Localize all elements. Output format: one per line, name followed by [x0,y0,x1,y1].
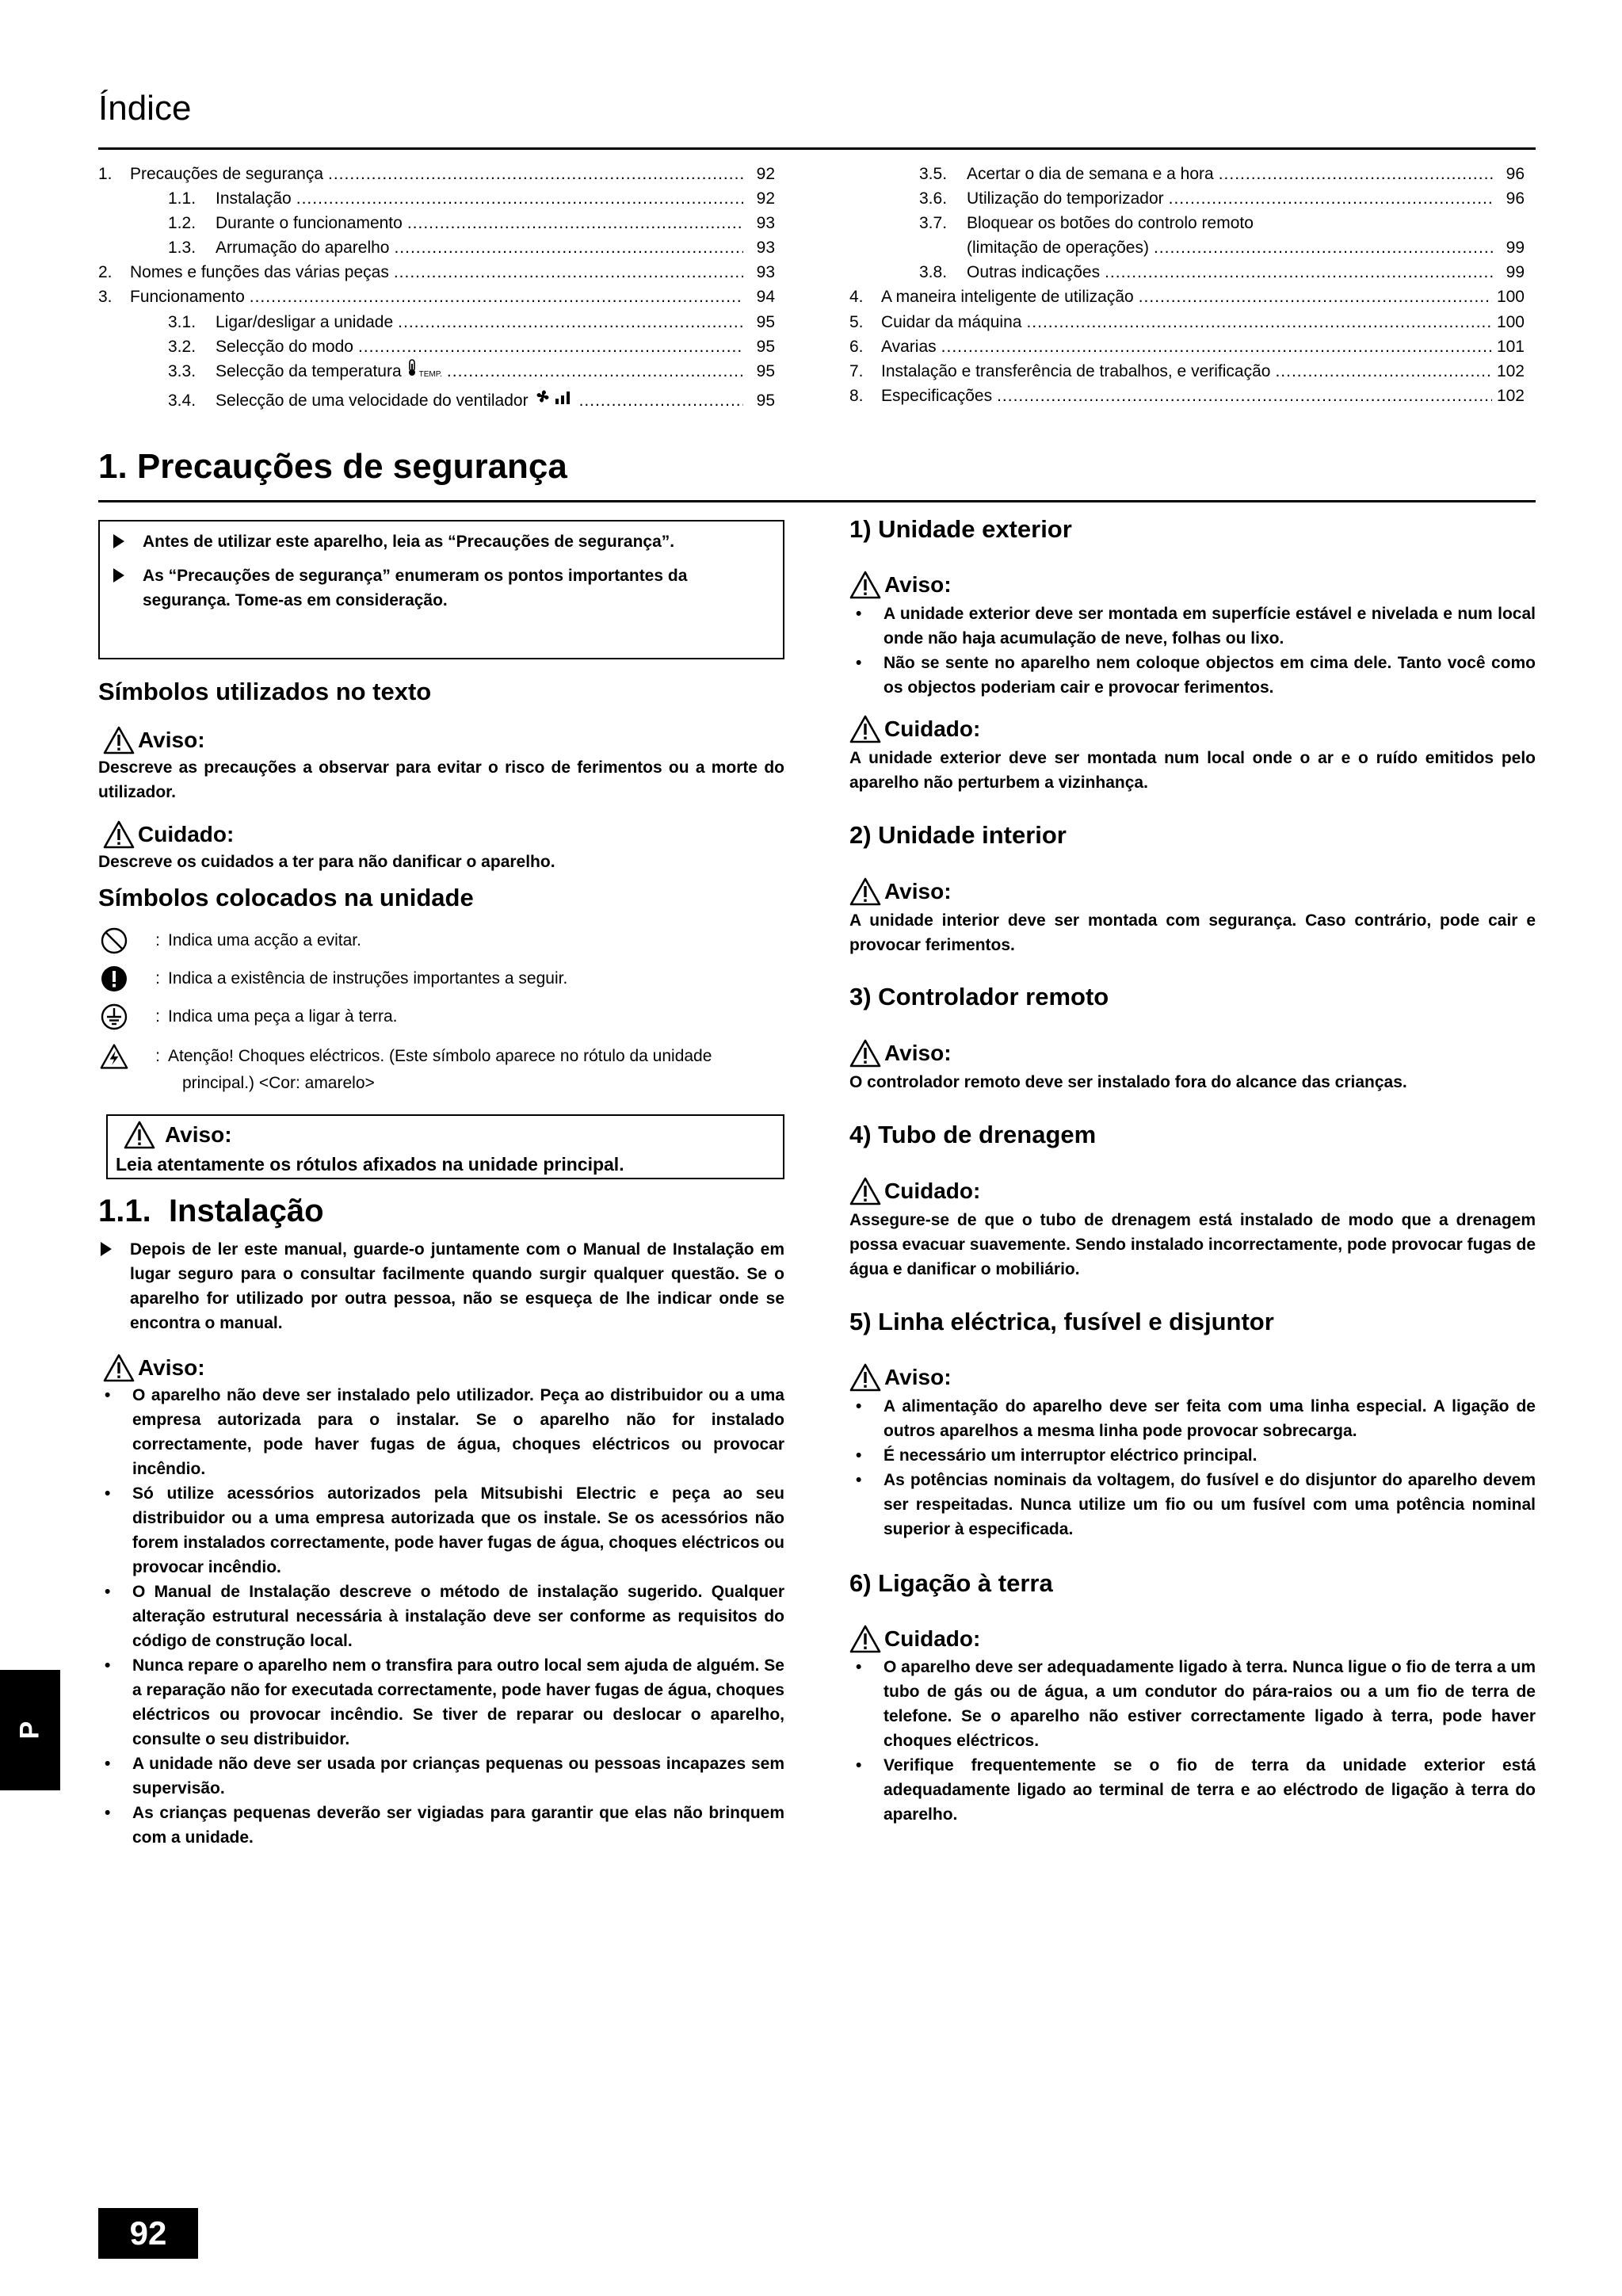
toc-right-column [849,162,1525,408]
toc-left-column [98,162,775,413]
toc-leader [328,162,743,186]
toc-entry-number: 3.7. [919,214,948,233]
toc-leader [358,334,743,359]
toc-entry-number: 2. [98,263,113,282]
aviso-heading [849,877,952,906]
toc-entry[interactable] [849,211,1525,235]
toc-leader [398,310,743,334]
toc-leader [394,235,743,260]
aviso-label: Aviso: [138,728,205,752]
unidade-exterior-cuidado-text: A unidade exterior deve ser montada num local onde o ar e o ruído emitidos pelo aparelho não perturbem a vizinhança. [849,749,1536,792]
toc-entry-number: 3.1. [168,312,197,331]
unidade-exterior-aviso-list [849,602,1536,700]
unit-symbol-row: : Indica uma peça a ligar à terra. [98,1003,398,1030]
fan-speed-icon [535,387,574,413]
bullet-item: • A alimentação do aparelho deve ser feita com uma linha especial. A ligação de outros aparelhos a mesma linha pode provocar sobrecarga. [849,1394,1536,1443]
toc-entry-page: 96 [1506,189,1525,208]
play-bullet-icon [111,533,127,549]
toc-leader [1219,162,1493,186]
warning-icon [103,820,135,849]
aviso-box-text: Leia atentamente os rótulos afixados na unidade principal. [116,1154,624,1175]
unit-symbol-text: Indica a existência de instruções importantes a seguir. [168,969,568,988]
play-bullet-icon [98,1241,114,1257]
installation-intro [98,1237,784,1335]
cuidado-heading [103,820,234,849]
symbols-text-heading: Símbolos utilizados no texto [98,678,432,705]
toc-entry[interactable] [98,162,775,186]
aviso-heading [849,571,952,599]
warning-icon [849,1363,881,1392]
controlador-remoto-aviso-text: O controlador remoto deve ser instalado fora do alcance das crianças. [849,1073,1407,1091]
unidade-interior-title: 2) Unidade interior [849,821,1067,849]
toc-entry-number: 6. [849,337,864,356]
toc-leader [296,186,743,211]
unit-symbol-text: Indica uma acção a evitar. [168,931,361,949]
unit-symbol-row: : Indica uma acção a evitar. [98,927,361,954]
toc-entry-page: 95 [756,361,775,380]
bullet-item: • Nunca repare o aparelho nem o transfira para outro local sem ajuda de alguém. Se a reparação não for executada correctamente, pode haver fugas de água, choques eléctricos ou provocar incêndio. Se tiver de reparar ou deslocar o aparelho, consulte o seu distribuidor. [98,1653,784,1752]
toc-entry-label: Selecção do modo [216,337,353,356]
bullet-item: • É necessário um interruptor eléctrico principal. [849,1443,1536,1468]
cuidado-heading [849,715,980,743]
toc-entry-label: Acertar o dia de semana e a hora [967,165,1214,183]
prohibited-icon [101,927,128,954]
aviso-label: Aviso: [884,1365,952,1389]
warning-icon [849,877,881,906]
language-tab [0,1670,60,1790]
linha-electrica-title: 5) Linha eléctrica, fusível e disjuntor [849,1308,1274,1335]
toc-entry[interactable] [98,334,775,359]
cuidado-heading [849,1625,980,1653]
bullet-item: • Verifique frequentemente se o fio de terra da unidade exterior está adequadamente ligado ao terminal de terra e ao eléctrodo de ligação à terra do aparelho. [849,1753,1536,1827]
toc-entry-page: 93 [756,214,775,233]
controlador-remoto-title: 3) Controlador remoto [849,983,1109,1010]
toc-leader [1105,260,1493,285]
toc-leader [941,334,1492,359]
toc-entry[interactable] [98,235,775,260]
toc-entry-label: Funcionamento [130,288,245,307]
toc-entry-number: 3.3. [168,361,197,380]
bullet-item: • O Manual de Instalação descreve o método de instalação sugerido. Qualquer alteração estrutural necessária à instalação deve ser conforme as requisitos do código de construção local. [98,1580,784,1653]
toc-entry-label: Bloquear os botões do controlo remoto [967,214,1254,233]
toc-entry[interactable] [849,310,1525,334]
toc-entry-number: 3.5. [919,165,948,183]
warning-icon [849,1039,881,1068]
toc-entry-page: 93 [756,263,775,282]
linha-electrica-aviso-list [849,1394,1536,1541]
ligacao-terra-cuidado-list [849,1655,1536,1827]
toc-entry-page: 96 [1506,165,1525,183]
aviso-heading [849,1039,952,1068]
toc-leader [997,384,1492,408]
toc-entry-page: 100 [1496,288,1525,307]
toc-entry-number: 3. [98,288,113,307]
tubo-drenagem-cuidado-text: Assegure-se de que o tubo de drenagem está instalado de modo que a drenagem possa evacuar suavemente. Sendo instalado incorrectamente, pode provocar fugas de água e danificar o mobiliário. [849,1211,1536,1278]
toc-entry[interactable] [98,186,775,211]
unidade-interior-aviso-text: A unidade interior deve ser montada com segurança. Caso contrário, pode cair e provocar ferimentos. [849,911,1536,954]
unidade-exterior-title: 1) Unidade exterior [849,515,1072,543]
ground-icon [101,1003,128,1030]
toc-leader [407,211,743,235]
unit-symbol-text: Atenção! Choques eléctricos. (Este símbolo aparece no rótulo da unidade [168,1047,712,1065]
unit-symbol-row: : Atenção! Choques eléctricos. (Este símbolo aparece no rótulo da unidade principal.) <Cor: amarelo> [98,1043,712,1097]
aviso-heading [103,1354,205,1382]
section-rule [98,500,1536,502]
toc-entry-label: Selecção da temperatura [216,361,402,380]
warning-icon [103,1354,135,1382]
toc-entry-number: 1.3. [168,239,197,258]
toc-entry-label: Avarias [881,337,937,356]
aviso-description: Descreve as precauções a observar para evitar o risco de ferimentos ou a morte do utilizador. [98,758,784,801]
tubo-drenagem-title: 4) Tubo de drenagem [849,1121,1097,1148]
toc-entry-label: Arrumação do aparelho [216,239,390,258]
toc-entry-label: Cuidar da máquina [881,312,1022,331]
aviso-label: Aviso: [138,1355,205,1380]
toc-entry-label: Instalação [216,189,292,208]
temp-label: TEMP. [418,369,442,379]
toc-entry-number: 8. [849,386,864,405]
warning-icon [849,571,881,599]
toc-entry-page: 93 [756,239,775,258]
intro-item-text: Antes de utilizar este aparelho, leia as “Precauções de segurança”. [143,533,675,551]
toc-entry[interactable] [98,285,775,309]
toc-entry[interactable] [98,387,775,413]
toc-entry[interactable] [98,359,775,387]
electric-shock-icon [100,1043,128,1070]
toc-entry-number: 5. [849,312,864,331]
bullet-item: • O aparelho não deve ser instalado pelo utilizador. Peça ao distribuidor ou a uma empresa autorizada para o instalar. Se o aparelho não for instalado correctamente, pode haver fugas de água, choques eléctricos ou provocar incêndio. [98,1383,784,1481]
toc-entry-page: 92 [756,165,775,183]
toc-entry-label: Utilização do temporizador [967,189,1164,208]
aviso-label: Aviso: [884,879,952,904]
toc-entry-page: 95 [756,312,775,331]
section-title: 1. Precauções de segurança [98,447,567,486]
mandatory-icon [101,965,128,992]
toc-entry-page: 101 [1496,337,1525,356]
intro-item [108,563,767,613]
installation-aviso-list [98,1383,784,1850]
bullet-item: • A unidade exterior deve ser montada em superfície estável e nivelada e num local onde não haja acumulação de neve, folhas ou lixo. [849,602,1536,651]
toc-entry-number: 3.6. [919,189,948,208]
toc-entry[interactable] [849,334,1525,359]
toc-entry[interactable] [849,186,1525,211]
toc-entry[interactable] [849,260,1525,285]
toc-entry[interactable] [849,359,1525,384]
aviso-label: Aviso: [165,1122,232,1147]
installation-title: 1.1. Instalação [98,1194,324,1228]
cuidado-label: Cuidado: [138,822,235,846]
toc-entry[interactable] [98,211,775,235]
language-tab-label: P [14,1721,45,1740]
toc-entry-label: A maneira inteligente de utilização [881,288,1134,307]
toc-leader [1026,310,1492,334]
toc-entry-label: Nomes e funções das várias peças [130,263,389,282]
toc-entry-label: Precauções de segurança [130,165,323,183]
toc-leader [1139,285,1492,309]
aviso-label: Aviso: [884,572,952,597]
toc-entry-page: 102 [1496,386,1525,405]
intro-item-text: As “Precauções de segurança” enumeram os pontos importantes da segurança. Tome-as em consideração. [143,567,688,609]
toc-entry-page: 99 [1506,239,1525,258]
toc-leader [447,359,743,384]
installation-intro-text: Depois de ler este manual, guarde-o juntamente com o Manual de Instalação em lugar seguro para o consultar facilmente quando surgir qualquer questão. Se o aparelho for utilizado por outra pessoa, não se esqueça de lhe indicar onde se encontra o manual. [130,1240,784,1332]
toc-entry-number: 4. [849,288,864,307]
intro-item [108,529,767,554]
aviso-heading [849,1363,952,1392]
toc-leader [1275,359,1492,384]
bullet-item: • O aparelho deve ser adequadamente ligado à terra. Nunca ligue o fio de terra a um tubo de gás ou de água, a um condutor do pára-raios ou a um fio de terra de telefone. Se o aparelho não estiver correctamente ligado à terra, pode haver choques eléctricos. [849,1655,1536,1753]
toc-entry-number: 3.8. [919,263,948,282]
aviso-heading [103,726,205,755]
toc-entry-number: 3.4. [168,391,197,410]
toc-leader [394,260,743,285]
toc-entry-label: (limitação de operações) [967,239,1149,258]
title-rule [98,147,1536,150]
toc-entry-page: 100 [1496,312,1525,331]
unit-symbol-text: Indica uma peça a ligar à terra. [168,1007,398,1026]
toc-entry[interactable] [849,235,1525,260]
warning-icon [849,715,881,743]
cuidado-description: Descreve os cuidados a ter para não danificar o aparelho. [98,853,555,871]
toc-entry-page: 95 [756,391,775,410]
warning-icon [124,1121,155,1149]
ligacao-terra-title: 6) Ligação à terra [849,1569,1053,1597]
unit-symbol-row: : Indica a existência de instruções importantes a seguir. [98,965,567,992]
bullet-item: • A unidade não deve ser usada por crianças pequenas ou pessoas incapazes sem supervisão. [98,1752,784,1801]
toc-entry-page: 95 [756,337,775,356]
toc-entry[interactable] [849,384,1525,408]
bullet-item: • Só utilize acessórios autorizados pela Mitsubishi Electric e peça ao seu distribuidor ou a uma empresa autorizada que os instale. Se os acessórios não forem instalados correctamente, pode haver fugas de água, choques eléctricos ou provocar incêndio. [98,1481,784,1580]
page-number: 92 [98,2208,198,2259]
toc-entry-page: 102 [1496,361,1525,380]
aviso-heading [124,1121,232,1149]
toc-title: Índice [98,89,192,128]
unit-symbol-text-cont: principal.) <Cor: amarelo> [182,1074,375,1092]
toc-entry-label: Especificações [881,386,993,405]
toc-entry-number: 3.2. [168,337,197,356]
bullet-item: • As crianças pequenas deverão ser vigiadas para garantir que elas não brinquem com a unidade. [98,1801,784,1850]
symbols-unit-heading: Símbolos colocados na unidade [98,884,474,911]
toc-leader [250,285,743,309]
toc-leader [579,388,743,413]
aviso-box [106,1114,784,1179]
warning-icon [849,1625,881,1653]
toc-entry-number: 1.2. [168,214,197,233]
bullet-item: • As potências nominais da voltagem, do fusível e do disjuntor do aparelho devem ser respeitadas. Nunca utilize um fio ou um fusível com uma potência nominal superior à especificada. [849,1468,1536,1541]
toc-entry-label: Durante o funcionamento [216,214,403,233]
toc-entry[interactable] [849,162,1525,186]
toc-entry-number: 1. [98,165,113,183]
cuidado-label: Cuidado: [884,1626,981,1651]
toc-entry-label: Selecção de uma velocidade do ventilador [216,391,529,410]
cuidado-label: Cuidado: [884,1179,981,1203]
toc-entry-page: 92 [756,189,775,208]
toc-entry-label: Instalação e transferência de trabalhos, e verificação [881,361,1271,380]
toc-entry-label: Outras indicações [967,263,1101,282]
warning-icon [849,1177,881,1205]
aviso-label: Aviso: [884,1041,952,1065]
thermometer-icon [406,359,442,387]
toc-entry-page: 99 [1506,263,1525,282]
warning-icon [103,726,135,755]
toc-leader [1169,186,1493,211]
toc-entry[interactable] [849,285,1525,309]
toc-entry-label: Ligar/desligar a unidade [216,312,394,331]
cuidado-label: Cuidado: [884,716,981,741]
cuidado-heading [849,1177,980,1205]
toc-entry-page: 94 [756,288,775,307]
play-bullet-icon [111,567,127,583]
toc-entry-number: 1.1. [168,189,197,208]
toc-entry-number: 7. [849,361,864,380]
intro-box [98,520,784,659]
toc-entry[interactable] [98,310,775,334]
toc-entry[interactable] [98,260,775,285]
toc-leader [1154,235,1493,260]
bullet-item: • Não se sente no aparelho nem coloque objectos em cima dele. Tanto você como os objectos poderiam cair e provocar ferimentos. [849,651,1536,700]
